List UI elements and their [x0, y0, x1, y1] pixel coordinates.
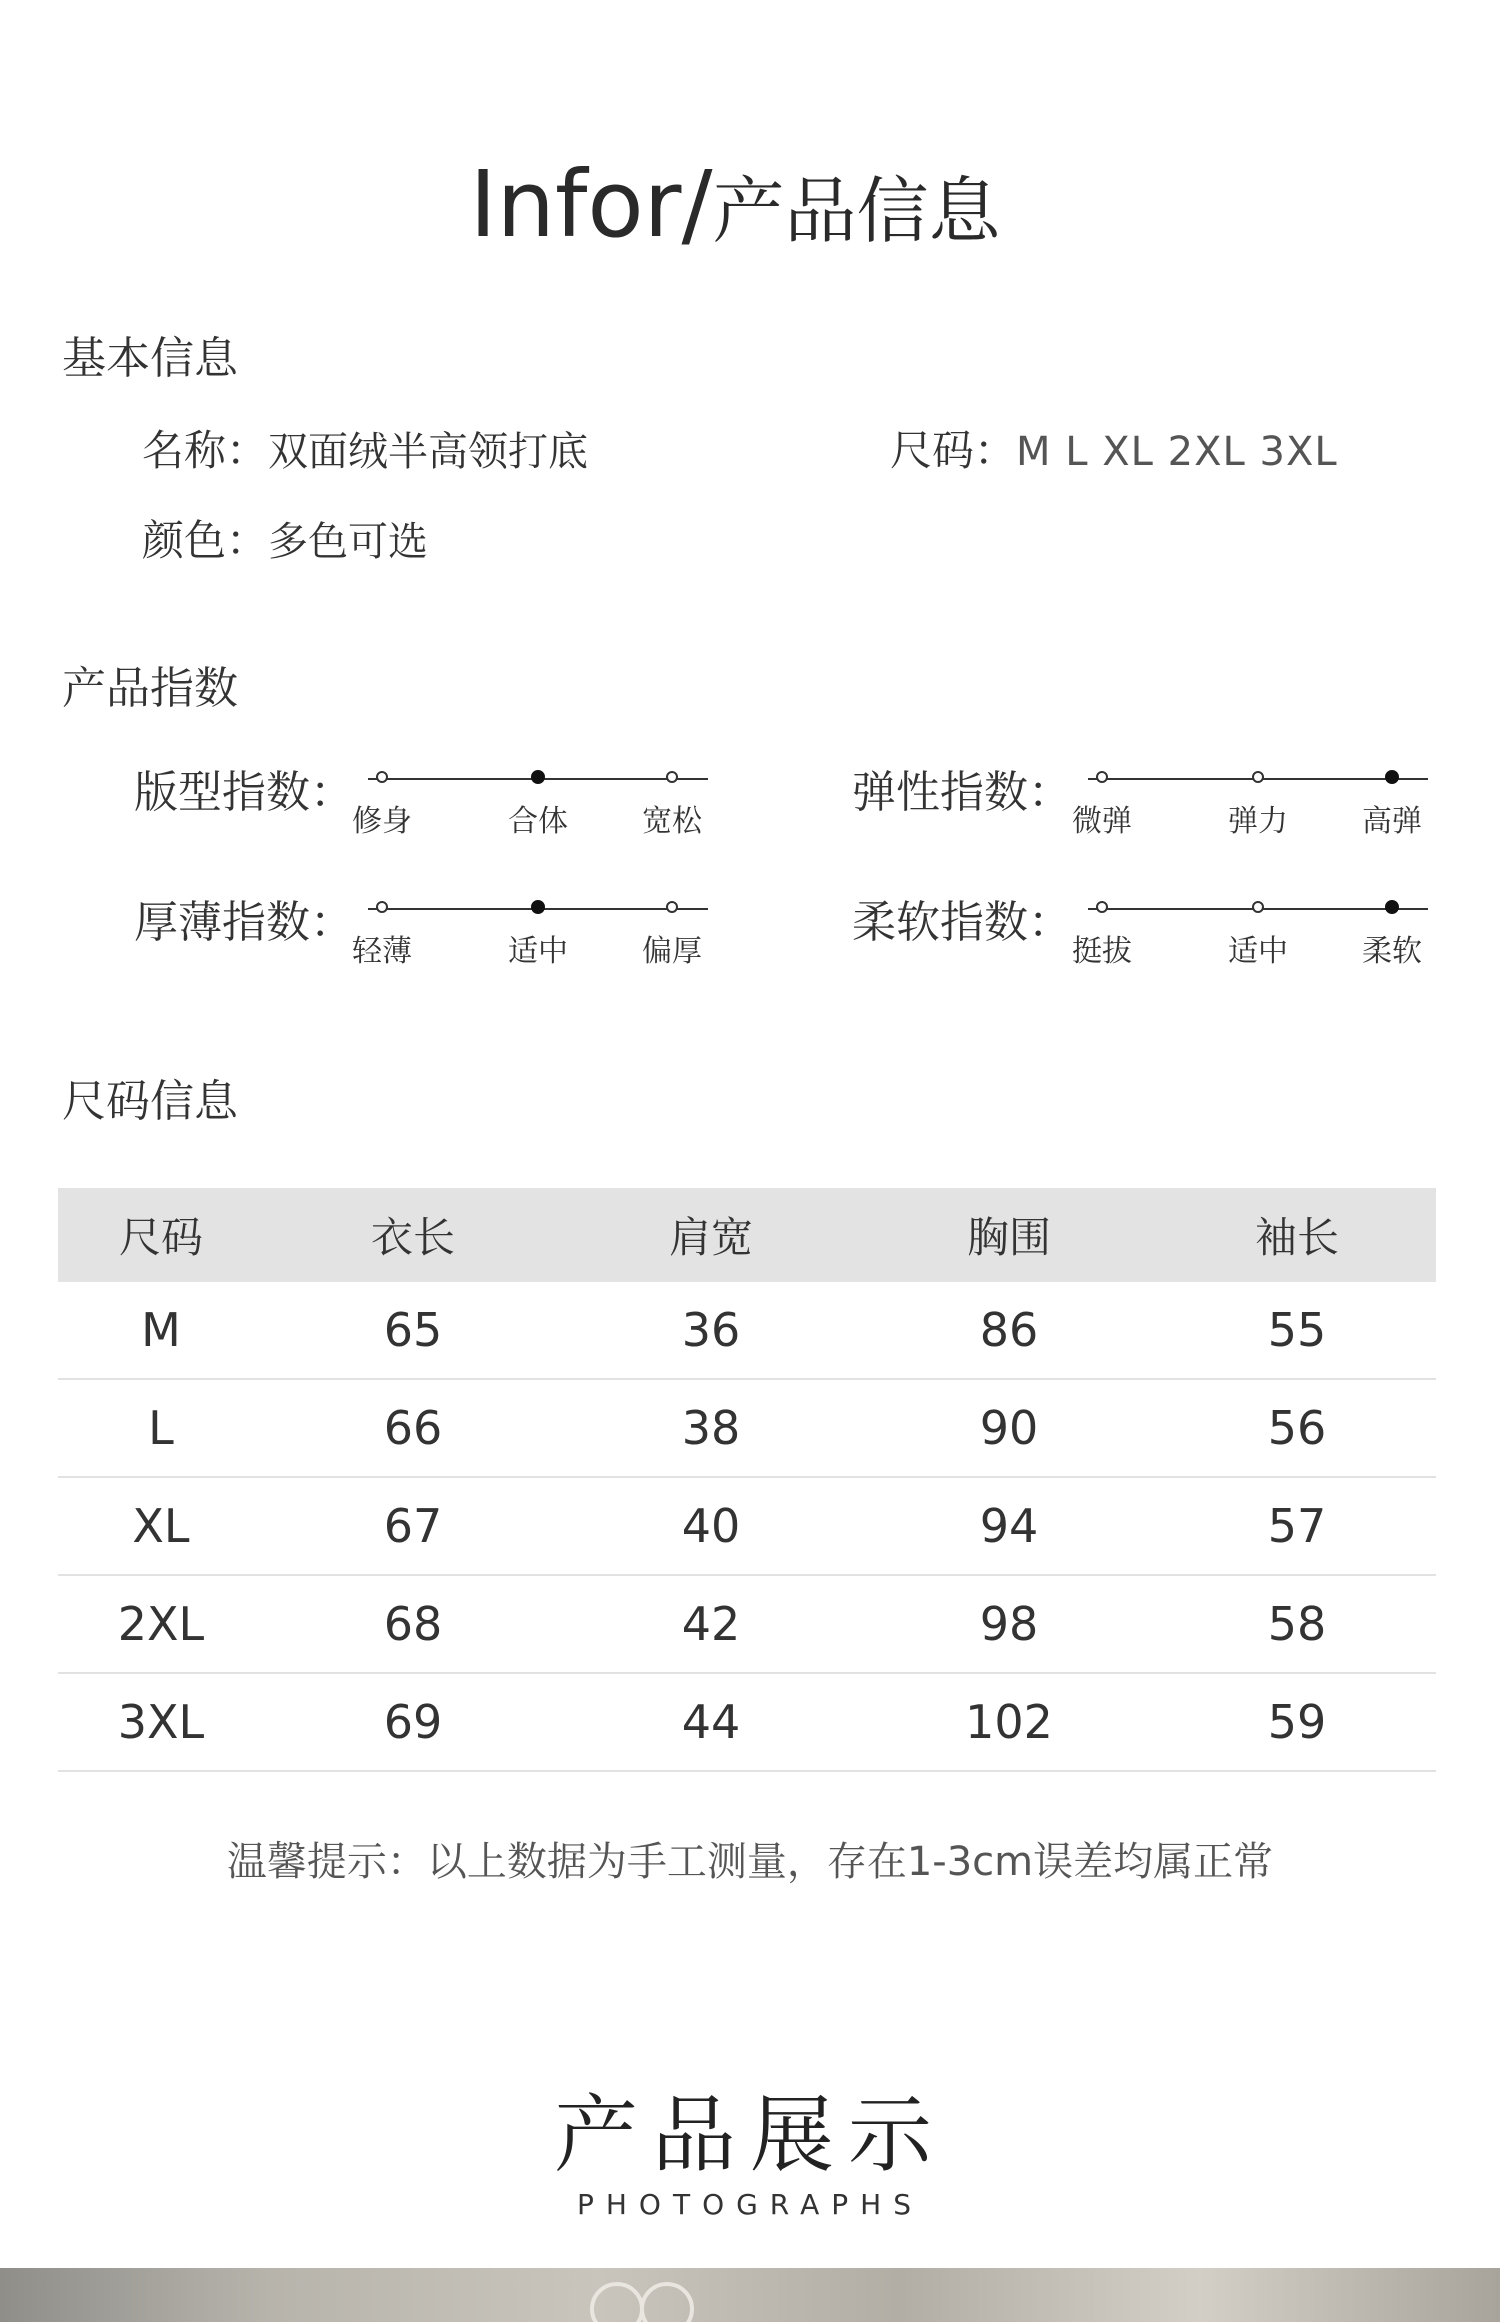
showcase-title: 产品展示	[553, 2086, 946, 2184]
size-row	[890, 418, 1338, 478]
scale-dot-selected	[1385, 900, 1399, 914]
measurement-tip: 温馨提示：以上数据为手工测量，存在1-3cm误差均属正常	[226, 1839, 1274, 1885]
showcase-subtitle: PHOTOGRAPHS	[576, 2188, 923, 2221]
cell-length: 67	[264, 1477, 562, 1575]
color-row	[142, 508, 428, 568]
cell-size: M	[58, 1282, 264, 1379]
col-size: 尺码	[58, 1188, 264, 1282]
scale-tick-label: 合体	[508, 804, 568, 839]
cell-shoulder: 44	[562, 1673, 860, 1771]
cell-chest: 86	[860, 1282, 1158, 1379]
col-length: 衣长	[264, 1188, 562, 1282]
scale-dot	[1252, 901, 1264, 913]
cell-shoulder: 38	[562, 1379, 860, 1477]
scale-dot	[376, 901, 388, 913]
scale-tick-label: 偏厚	[642, 934, 702, 969]
thickness-index-scale	[352, 890, 708, 969]
softness-index-scale	[1072, 890, 1428, 969]
scale-tick-label: 轻薄	[352, 934, 412, 969]
scale-dot	[376, 771, 388, 783]
cell-shoulder: 36	[562, 1282, 860, 1379]
scale-tick-label: 挺拔	[1072, 934, 1132, 969]
scale-tick-label: 高弹	[1362, 804, 1422, 839]
fit-index-scale	[352, 760, 708, 839]
scale-dot	[1252, 771, 1264, 783]
color-label: 颜色：	[142, 516, 269, 565]
product-index-heading: 产品指数	[62, 663, 238, 714]
scale-tick-label: 修身	[352, 804, 412, 839]
table-row	[58, 1575, 1436, 1673]
cell-sleeve: 56	[1158, 1379, 1436, 1477]
cell-chest: 102	[860, 1673, 1158, 1771]
size-label: 尺码：	[890, 426, 1017, 475]
cell-length: 68	[264, 1575, 562, 1673]
table-row	[58, 1282, 1436, 1379]
scale-dot-selected	[531, 770, 545, 784]
col-sleeve: 袖长	[1158, 1188, 1436, 1282]
scale-dot-selected	[1385, 770, 1399, 784]
col-chest: 胸围	[860, 1188, 1158, 1282]
cell-chest: 94	[860, 1477, 1158, 1575]
cell-chest: 90	[860, 1379, 1158, 1477]
product-photo	[0, 2268, 1500, 2322]
cell-size: 2XL	[58, 1575, 264, 1673]
table-row	[58, 1379, 1436, 1477]
stretch-index-scale	[1072, 760, 1428, 839]
cell-sleeve: 55	[1158, 1282, 1436, 1379]
table-row	[58, 1477, 1436, 1575]
thickness-index-label: 厚薄指数：	[134, 897, 354, 948]
title-cn: 产品信息	[712, 169, 1001, 253]
cell-sleeve: 57	[1158, 1477, 1436, 1575]
col-shoulder: 肩宽	[562, 1188, 860, 1282]
color-value: 多色可选	[268, 519, 429, 565]
stretch-index-label: 弹性指数：	[852, 767, 1072, 818]
cell-length: 69	[264, 1673, 562, 1771]
scale-dot	[666, 771, 678, 783]
scale-tick-label: 弹力	[1228, 804, 1288, 839]
cell-shoulder: 40	[562, 1477, 860, 1575]
scale-tick-label: 适中	[508, 934, 568, 969]
cell-shoulder: 42	[562, 1575, 860, 1673]
scale-tick-label: 宽松	[642, 804, 702, 839]
cell-chest: 98	[860, 1575, 1158, 1673]
name-label: 名称：	[142, 426, 269, 475]
hanger-ring-icon	[640, 2282, 694, 2322]
cell-sleeve: 58	[1158, 1575, 1436, 1673]
size-table	[58, 1188, 1436, 1772]
cell-length: 66	[264, 1379, 562, 1477]
scale-dot	[666, 901, 678, 913]
scale-tick-label: 微弹	[1072, 804, 1132, 839]
scale-dot	[1096, 771, 1108, 783]
scale-tick-label: 适中	[1228, 934, 1288, 969]
size-table-header	[58, 1188, 1436, 1282]
cell-sleeve: 59	[1158, 1673, 1436, 1771]
page-title	[0, 150, 1470, 266]
name-value: 双面绒半高领打底	[268, 429, 589, 475]
scale-tick-label: 柔软	[1362, 934, 1422, 969]
basic-info-heading: 基本信息	[62, 333, 238, 384]
softness-index-label: 柔软指数：	[852, 897, 1072, 948]
hanger-ring-icon	[590, 2282, 644, 2322]
table-row	[58, 1673, 1436, 1771]
cell-size: XL	[58, 1477, 264, 1575]
cell-size: 3XL	[58, 1673, 264, 1771]
cell-size: L	[58, 1379, 264, 1477]
cell-length: 65	[264, 1282, 562, 1379]
size-info-heading: 尺码信息	[62, 1076, 238, 1127]
name-row	[142, 418, 588, 478]
scale-dot-selected	[531, 900, 545, 914]
title-en: Infor/	[469, 151, 713, 258]
fit-index-label: 版型指数：	[134, 767, 354, 818]
size-value: M L XL 2XL 3XL	[1016, 429, 1338, 475]
scale-dot	[1096, 901, 1108, 913]
